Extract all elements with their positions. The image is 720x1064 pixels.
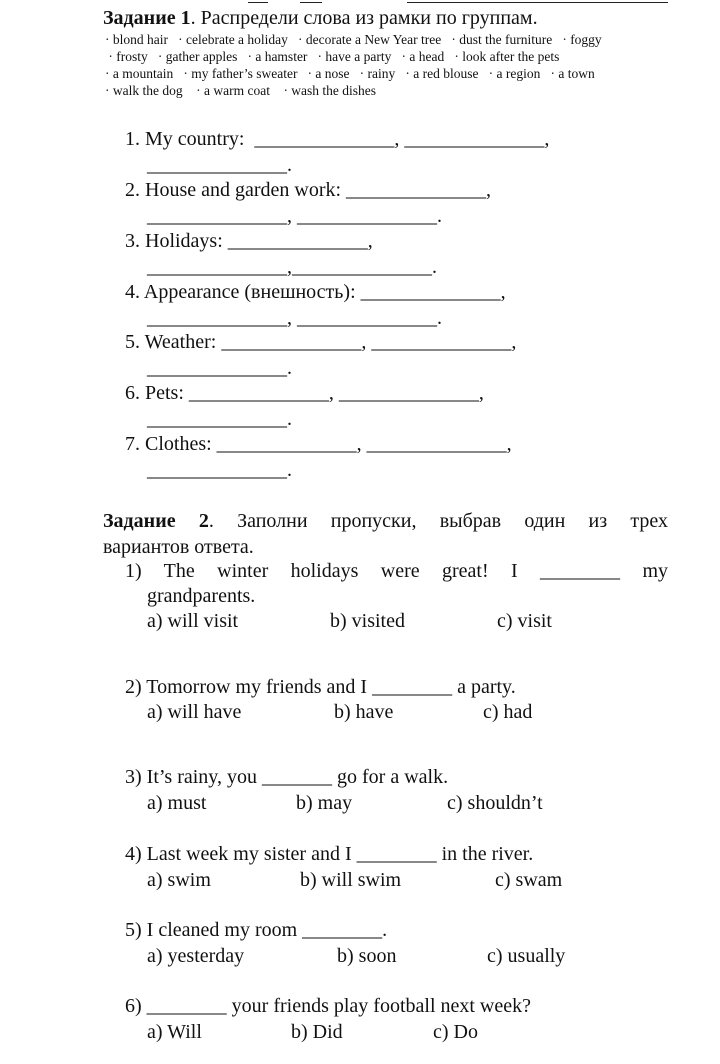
item-line: ______________, ______________. (147, 307, 442, 329)
top-rule (407, 2, 668, 3)
option: b) may (296, 792, 353, 814)
task1-label: Задание 1 (103, 7, 191, 29)
task1-instruction: . Распредели слова из рамки по группам. (190, 7, 538, 29)
item-line: 2. House and garden work: ______________, (125, 179, 492, 201)
question-line: 6) ________ your friends play football next week? (125, 995, 532, 1017)
option: b) soon (337, 945, 397, 967)
word-row: · walk the dog · a warm coat · wash the dishes (105, 83, 377, 98)
task2-instruction: . Заполни пропуски, выбрав один из трех (208, 510, 668, 532)
question-line: 5) I cleaned my room ________. (125, 919, 388, 941)
question-line: 4) Last week my sister and I ________ in the river. (125, 843, 534, 865)
option: a) swim (147, 869, 211, 891)
option: c) Do (433, 1021, 478, 1043)
option: b) have (334, 701, 394, 723)
item-line: ______________, ______________. (147, 205, 442, 227)
option: c) swam (495, 869, 563, 891)
option: c) had (483, 701, 533, 723)
item-line: 3. Holidays: ______________, (125, 230, 373, 252)
item-line: 4. Appearance (внешность): ______________, (125, 281, 506, 303)
option: a) Will (147, 1021, 202, 1043)
option: a) will visit (147, 610, 239, 632)
word-row: · frosty · gather apples · a hamster · have a party · a head · look after the pets (105, 49, 560, 64)
option: a) will have (147, 701, 242, 723)
question-line: 3) It’s rainy, you _______ go for a walk. (125, 766, 449, 788)
word-row: · a mountain · my father’s sweater · a nose · rainy · a red blouse · a region · a town (105, 66, 595, 81)
item-line: 5. Weather: ______________, ______________, (125, 331, 517, 353)
option: a) yesterday (147, 945, 245, 967)
item-line: 7. Clothes: ______________, ______________, (125, 433, 512, 455)
item-line: 6. Pets: ______________, ______________, (125, 382, 484, 404)
item-line: ______________. (147, 154, 292, 176)
task1-heading (103, 7, 538, 29)
option: b) visited (330, 610, 405, 632)
top-rule (300, 2, 322, 3)
question-line: 2) Tomorrow my friends and I ________ a party. (125, 676, 516, 698)
question-line: 1) The winter holidays were great! I ________ my (125, 560, 668, 582)
item-line: ______________. (147, 357, 292, 379)
item-line: 1. My country: ______________, ______________, (125, 128, 550, 150)
option: c) visit (497, 610, 552, 632)
top-rule (248, 2, 268, 3)
task2-label: Задание 2 (103, 510, 209, 532)
task2-instruction-cont: вариантов ответа. (103, 536, 254, 558)
option: c) usually (487, 945, 566, 967)
option: c) shouldn’t (447, 792, 543, 814)
item-line: ______________. (147, 408, 292, 430)
word-row: · blond hair · celebrate a holiday · decorate a New Year tree · dust the furniture · foggy (105, 32, 602, 47)
item-line: ______________. (147, 459, 292, 481)
option: b) will swim (300, 869, 402, 891)
question-line: grandparents. (147, 585, 256, 607)
option: a) must (147, 792, 207, 814)
item-line: ______________,______________. (147, 256, 437, 278)
option: b) Did (291, 1021, 343, 1043)
task2-heading (103, 510, 668, 532)
